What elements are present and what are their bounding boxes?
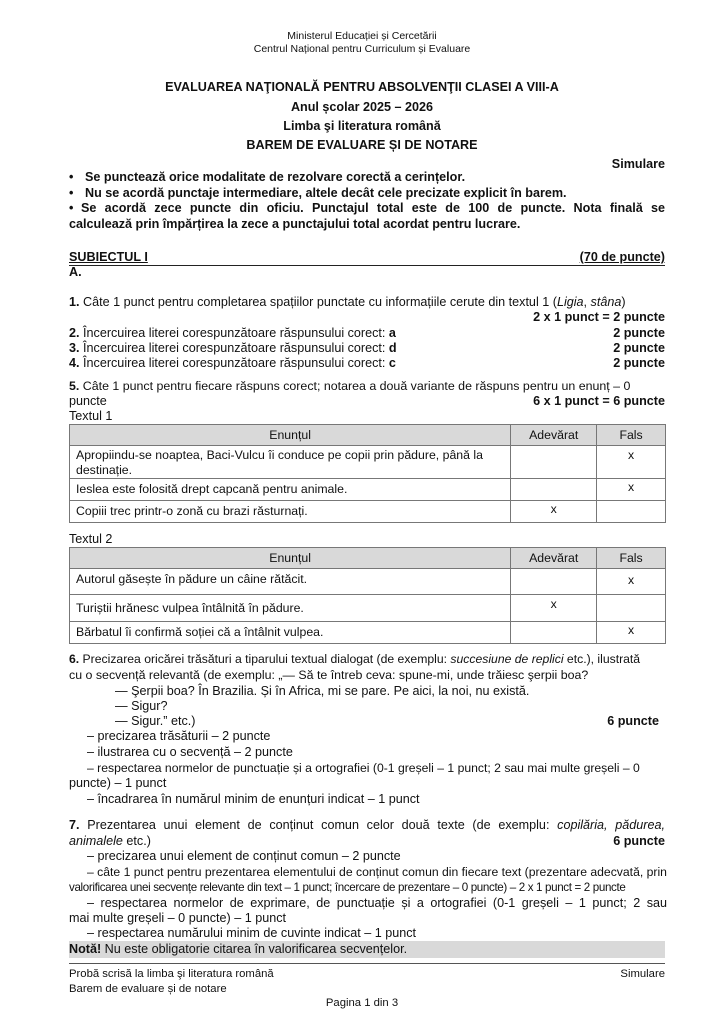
answer: c xyxy=(388,356,396,370)
column-header: Enunțul xyxy=(70,425,511,446)
criterion: – precizarea unui element de conținut comun – 2 puncte xyxy=(87,849,401,863)
subject-points: (70 de puncte) xyxy=(579,250,665,264)
subject-label: SUBIECTUL I xyxy=(69,250,148,264)
table-row xyxy=(70,569,666,595)
question-1: 1. Câte 1 punct pentru completarea spațiilor punctate cu informațiile cerute din textul 1 (Ligia, stâna) xyxy=(69,295,626,309)
score: 2 puncte xyxy=(613,326,665,340)
score: 6 puncte xyxy=(607,714,659,728)
criterion-continuation: mai multe greșeli – 0 puncte) – 1 punct xyxy=(69,911,287,925)
question-7-cont: animalele etc.) 6 puncte xyxy=(69,834,665,848)
table-row xyxy=(70,501,666,523)
score: 6 x 1 punct = 6 puncte xyxy=(533,394,665,408)
section-label: A. xyxy=(69,265,82,279)
question-6: 6. Precizarea oricărei trăsături a tiparului textual dialogat (de exemplu: succesiune de replici etc.), ilustrată xyxy=(69,652,641,666)
statement: Autorul găsește în pădure un câine rătăcit. xyxy=(70,569,511,595)
criterion: – încadrarea în numărul minim de enunțuri indicat – 1 punct xyxy=(87,792,420,806)
question-5-cont: puncte 6 x 1 punct = 6 puncte xyxy=(69,394,665,408)
score: 2 puncte xyxy=(613,341,665,355)
rule-item: • Se punctează orice modalitate de rezolvare corectă a cerințelor. xyxy=(69,170,466,184)
statement: Turiștii hrănesc vulpea întâlnită în pădure. xyxy=(70,595,511,622)
statement: Copiii trec printr-o zonă cu brazi răsturnați. xyxy=(70,501,511,523)
rule-item: • Nu se acordă punctaje intermediare, altele decât cele precizate explicit în barem. xyxy=(69,185,567,200)
note-label: Notă! xyxy=(69,942,102,956)
true-mark xyxy=(511,479,597,501)
column-header: Enunțul xyxy=(70,548,511,569)
criterion-continuation: puncte) – 1 punct xyxy=(69,776,167,790)
bullet-icon: • xyxy=(69,185,74,200)
footer-exam: Probă scrisă la limba şi literatura română xyxy=(69,968,274,980)
score: 6 puncte xyxy=(613,834,665,848)
column-header: Adevărat xyxy=(511,425,597,446)
statement: Ieslea este folosită drept capcană pentru animale. xyxy=(70,479,511,501)
dialogue-line: — Şerpii boa? În Brazilia. Și în Africa, mi se pare. Pe aici, la noi, nu există. xyxy=(115,684,530,698)
table-row xyxy=(70,479,666,501)
table-header xyxy=(70,548,666,569)
table-row xyxy=(70,622,666,644)
true-false-table-2 xyxy=(69,547,666,644)
question-2: 2. Încercuirea literei corespunzătoare răspunsului corect: a 2 puncte xyxy=(69,326,665,340)
footer-divider xyxy=(69,963,665,964)
true-false-table-1 xyxy=(69,424,666,523)
false-mark: x xyxy=(597,479,666,501)
column-header: Adevărat xyxy=(511,548,597,569)
statement: Bărbatul îi confirmă soției că a întâlnit vulpea. xyxy=(70,622,511,644)
false-mark xyxy=(597,501,666,523)
note-bar xyxy=(69,941,665,958)
column-header: Fals xyxy=(597,425,666,446)
true-mark xyxy=(511,622,597,644)
page-number: Pagina 1 din 3 xyxy=(325,997,399,1009)
subject-heading xyxy=(69,250,665,266)
column-header: Fals xyxy=(597,548,666,569)
true-mark xyxy=(511,569,597,595)
variant-label: Simulare xyxy=(611,157,665,171)
criterion-continuation: valorificarea unei secvențe relevante din text – 1 punct; încercare de prezentare – 0 puncte) – 2 x 1 punct = 2 puncte xyxy=(69,881,626,894)
question-3: 3. Încercuirea literei corespunzătoare răspunsului corect: d 2 puncte xyxy=(69,341,665,355)
bullet-icon: • xyxy=(69,201,74,215)
answer: d xyxy=(388,341,397,355)
false-mark: x xyxy=(597,446,666,479)
rule-item: • Se acordă zece puncte din oficiu. Punctajul total este de 100 de puncte. Nota finală se xyxy=(69,201,665,215)
score: 2 puncte xyxy=(613,356,665,370)
question-5: 5. Câte 1 punct pentru fiecare răspuns corect; notarea a două variante de răspuns pentru un enunț – 0 xyxy=(69,379,631,393)
false-mark: x xyxy=(597,622,666,644)
table-caption: Textul 1 xyxy=(69,409,113,423)
subject-title: Limba şi literatura română xyxy=(283,119,441,133)
table-header xyxy=(70,425,666,446)
dialogue-line: — Sigur? xyxy=(115,699,168,713)
criterion: – precizarea trăsăturii – 2 puncte xyxy=(87,729,271,743)
exam-title: EVALUAREA NAŢIONALĂ PENTRU ABSOLVENŢII CLASEI A VIII-A xyxy=(165,80,559,94)
table-row xyxy=(70,595,666,622)
question-4: 4. Încercuirea literei corespunzătoare răspunsului corect: c 2 puncte xyxy=(69,356,665,370)
center-name: Centrul Național pentru Curriculum și Evaluare xyxy=(253,43,471,55)
criterion: – ilustrarea cu o secvență – 2 puncte xyxy=(87,745,293,759)
document-title: BAREM DE EVALUARE ȘI DE NOTARE xyxy=(246,138,478,152)
question-6-example: cu o secvență relevantă (de exemplu: „— Să te întreb ceva: spune-mi, unde trăiesc şerpii boa? xyxy=(69,668,589,682)
false-mark: x xyxy=(597,569,666,595)
rule-item-continuation: calculează prin împărțirea la zece a punctajului total acordat pentru lucrare. xyxy=(69,216,521,231)
table-row xyxy=(70,446,666,479)
answer: a xyxy=(388,326,396,340)
true-mark: x xyxy=(511,501,597,523)
true-mark: x xyxy=(511,595,597,622)
question-7: 7. Prezentarea unui element de conținut comun celor două texte (de exemplu: copilăria, pădurea, xyxy=(69,818,665,832)
true-mark xyxy=(511,446,597,479)
footer-variant: Simulare xyxy=(620,968,665,980)
table-caption: Textul 2 xyxy=(69,532,113,546)
footer-doc: Barem de evaluare și de notare xyxy=(69,983,227,995)
general-rules xyxy=(69,170,665,232)
statement: Apropiindu-se noaptea, Baci-Vulcu îi conduce pe copii prin pădure, până la destinație. xyxy=(70,446,511,479)
bullet-icon: • xyxy=(69,170,74,184)
false-mark xyxy=(597,595,666,622)
ministry-name: Ministerul Educației și Cercetării xyxy=(287,30,437,42)
school-year: Anul școlar 2025 – 2026 xyxy=(290,100,434,114)
note-text: Nu este obligatorie citarea în valorificarea secvențelor. xyxy=(101,942,408,956)
criterion: – respectarea numărului minim de cuvinte indicat – 1 punct xyxy=(87,926,417,940)
